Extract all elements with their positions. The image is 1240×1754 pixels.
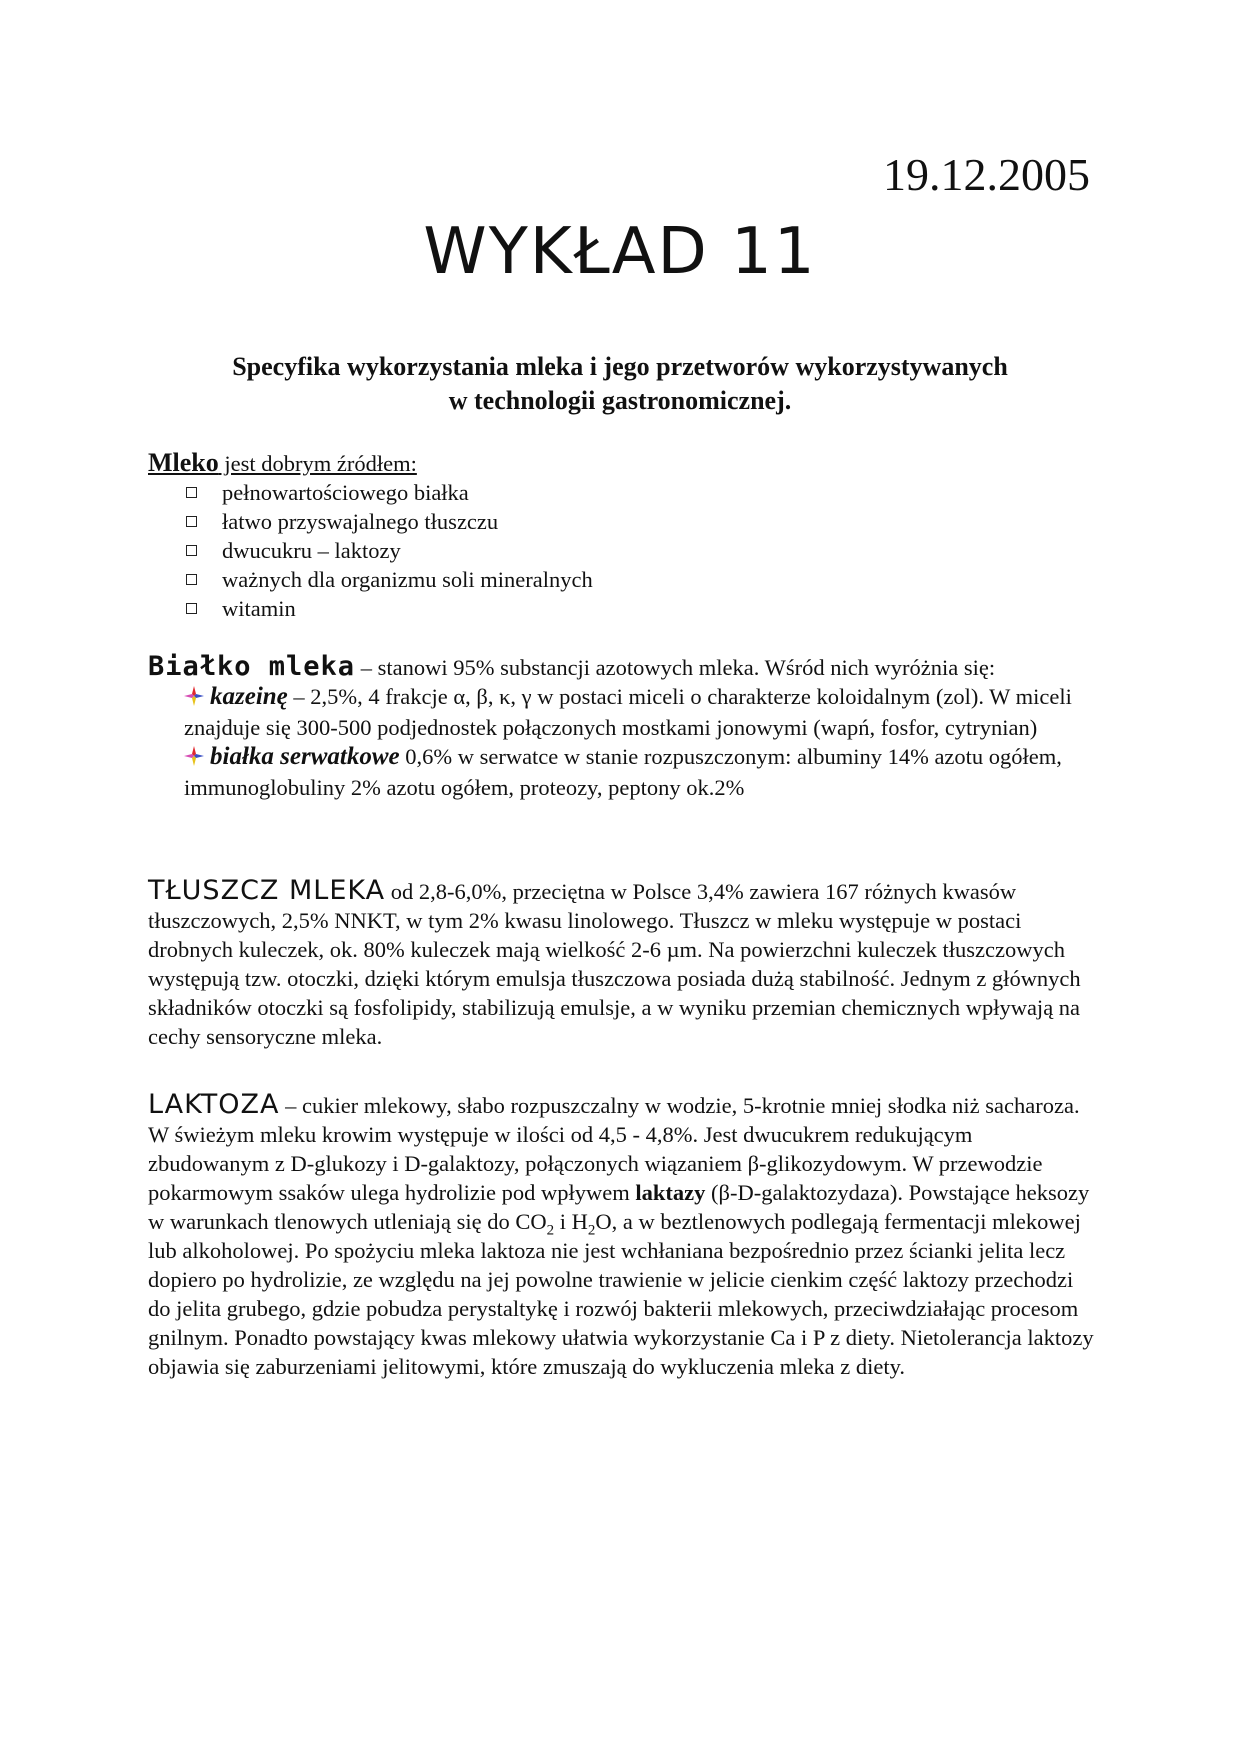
laktoza-text-4: O, a w beztlenowych podlegają fermentacji mlekowej lub alkoholowej. Po spożyciu mleka laktoza nie jest wchłaniana bezpośrednio przez ścianki jelita lecz dopiero po hydrolizie, ze względu na jej powolne trawienie w jelicie cienkim część laktozy przechodzi do jelita grubego, gdzie pobudza perystaltykę i rozwój bakterii mlekowych, przeciwdziałając procesom gnilnym. Ponadto powstający kwas mlekowy ułatwia wykorzystanie Ca i P z diety. Nietolerancja laktozy objawia się zaburzeniami jelitowymi, które zmuszają do wykluczenia mleka z diety.: [148, 1209, 1094, 1379]
section-bialko: [148, 652, 1098, 802]
laktoza-text-1: – cukier mlekowy, słabo rozpuszczalny w wodzie, 5-krotnie mniej słodka niż sacharoza. W świeżym mleku krowim występuje w ilości od 4,5 - 4,8%. Jest dwucukrem redukującym zbudowanym z D-glukozy i D-galaktozy, połączonych wiązaniem β-glikozydowym. W przewodzie pokarmowym ssaków ulega hydrolizie pod wpływem: [148, 1093, 1080, 1205]
laktoza-text-3: i H: [554, 1209, 588, 1234]
laktaza-term: laktazy: [635, 1180, 706, 1205]
lecture-subtitle: [120, 350, 1120, 418]
kazeina-term: kazeinę: [210, 683, 288, 710]
tluszcz-heading: TŁUSZCZ MLEKA: [148, 875, 386, 906]
serwatkowe-text: 0,6% w serwatce w stanie rozpuszczonym: albuminy 14% azotu ogółem, immunoglobuliny 2% azotu ogółem, proteozy, peptony ok.2%: [184, 744, 1062, 800]
lecture-date: 19.12.2005: [883, 149, 1090, 200]
section-mleko: [148, 448, 1098, 623]
subtitle-line-1: Specyfika wykorzystania mleka i jego przetworów wykorzystywanych: [232, 352, 1008, 381]
mleko-heading-rest: jest dobrym źródłem:: [218, 451, 417, 476]
laktoza-heading: LAKTOZA: [148, 1089, 280, 1120]
list-item: pełnowartościowego białka: [186, 478, 1098, 507]
section-laktoza: [148, 1090, 1098, 1381]
bialko-intro: [148, 652, 1098, 682]
list-item: witamin: [186, 594, 1098, 623]
list-item: ważnych dla organizmu soli mineralnych: [186, 565, 1098, 594]
h2o-subscript: 2: [587, 1222, 596, 1239]
tluszcz-text: od 2,8-6,0%, przeciętna w Polsce 3,4% zawiera 167 różnych kwasów tłuszczowych, 2,5% NNKT, w tym 2% kwasu linolowego. Tłuszcz w mleku występuje w postaci drobnych kuleczek, ok. 80% kuleczek mają wielkość 2-6 µm. Na powierzchni kuleczek tłuszczowych występują tzw. otoczki, dzięki którym emulsja tłuszczowa posiada dużą stabilność. Jednym z głównych składników otoczki są fosfolipidy, stabilizują emulsje, a w wyniku przemian chemicznych wpływają na cechy sensoryczne mleka.: [148, 879, 1081, 1049]
mleko-heading-bold: Mleko: [148, 448, 219, 477]
four-point-star-bullet-icon: [184, 684, 210, 713]
list-item: dwucukru – laktozy: [186, 536, 1098, 565]
kazeina-item: [184, 682, 1098, 742]
checkbox-bullet-icon: [186, 516, 197, 527]
kazeina-text: – 2,5%, 4 frakcje α, β, κ, γ w postaci miceli o charakterze koloidalnym (zol). W miceli znajduje się 300-500 podjednostek połączonych mostkami jonowymi (wapń, fosfor, cytrynian): [184, 684, 1072, 740]
serwatkowe-term: białka serwatkowe: [210, 743, 400, 770]
list-item: łatwo przyswajalnego tłuszczu: [186, 507, 1098, 536]
checkbox-bullet-icon: [186, 574, 197, 585]
bialko-heading: Białko mleka: [148, 651, 356, 682]
co2-subscript: 2: [546, 1222, 555, 1239]
checkbox-bullet-icon: [186, 545, 197, 556]
serwatkowe-item: [184, 742, 1098, 802]
checkbox-bullet-icon: [186, 487, 197, 498]
subtitle-line-2: w technologii gastronomicznej.: [448, 386, 792, 415]
lecture-title: WYKŁAD 11: [423, 215, 817, 289]
checkbox-bullet-icon: [186, 603, 197, 614]
section-tluszcz: [148, 876, 1098, 1051]
mleko-sources-list: [148, 478, 1098, 623]
laktoza-text-2: (β-D-galaktozydaza). Powstające heksozy w warunkach tlenowych utleniają się do CO: [148, 1180, 1090, 1234]
mleko-heading: [148, 448, 1098, 478]
four-point-star-bullet-icon: [184, 744, 210, 773]
bialko-intro-text: – stanowi 95% substancji azotowych mleka. Wśród nich wyróżnia się:: [355, 655, 996, 680]
